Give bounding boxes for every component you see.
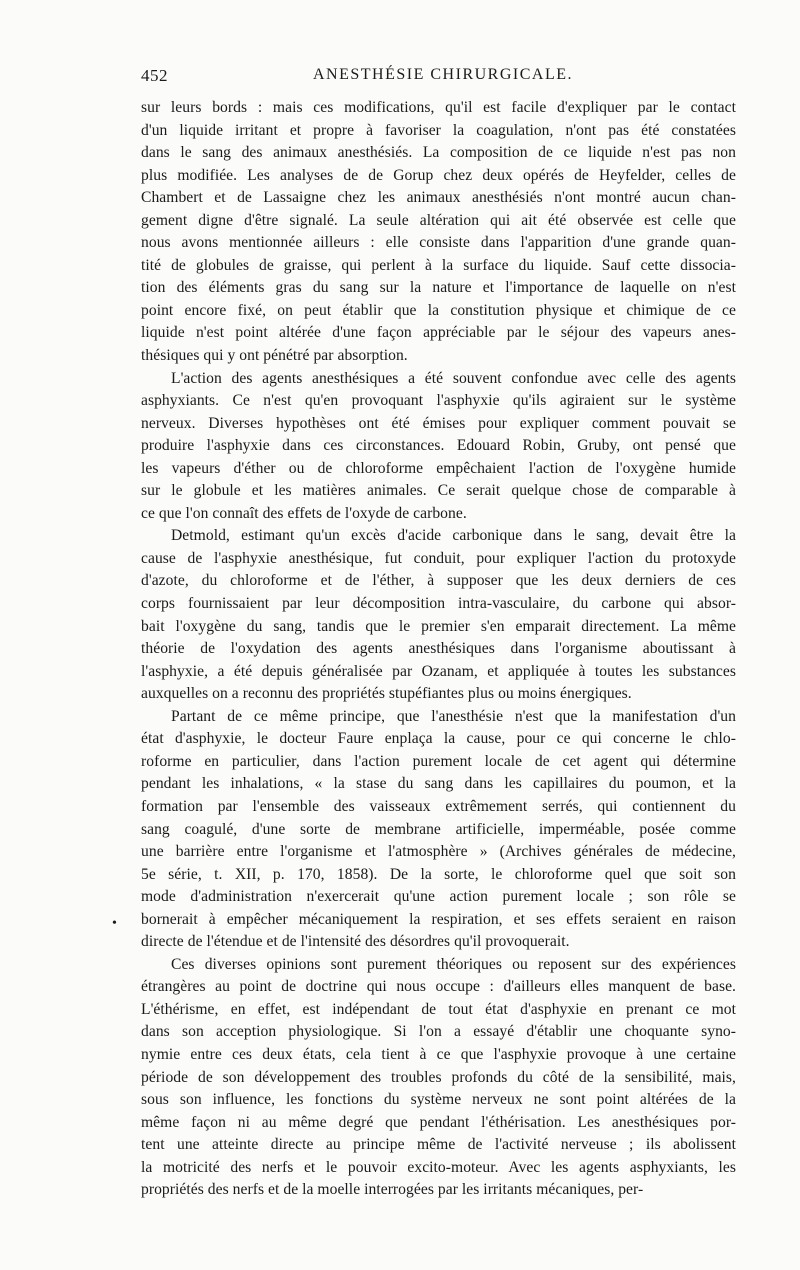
text-line: état d'asphyxie, le docteur Faure enplaça la cause, pour ce qui concerne le chlo- (141, 730, 736, 748)
paragraph (141, 368, 736, 526)
text-line: tent une atteinte directe au principe même de l'activité nerveuse ; ils abolissent (141, 1136, 736, 1154)
text-line: liquide n'est point altérée d'une façon appréciable par le séjour des vapeurs anes- (141, 324, 736, 342)
running-head: ANESTHÉSIE CHIRURGICALE. (313, 66, 573, 83)
paragraph (141, 706, 736, 954)
text-line: Detmold, estimant qu'un excès d'acide carbonique dans le sang, devait être la (171, 527, 736, 545)
paragraph (141, 525, 736, 705)
text-line: nous avons mentionnée ailleurs : elle consiste dans l'apparition d'une grande quan- (141, 234, 736, 252)
text-line: tité de globules de graisse, qui perlent à la surface du liquide. Sauf cette dissocia- (141, 256, 736, 274)
text-line: la motricité des nerfs et le pouvoir excito-moteur. Avec les agents asphyxiants, les (141, 1158, 736, 1176)
text-line: cause de l'asphyxie anesthésique, fut conduit, pour expliquer l'action du protoxyde (141, 549, 736, 567)
text-line: auxquelles on a reconnu des propriétés stupéfiantes plus ou moins énergiques. (141, 685, 632, 703)
paragraph (141, 954, 736, 1202)
text-line: point encore fixé, on peut établir que la constitution physique et chimique de ce (141, 301, 736, 319)
text-line: période de son développement des troubles profonds du côté de la sensibilité, mais, (141, 1068, 736, 1086)
text-line: L'action des agents anesthésiques a été souvent confondue avec celle des agents (171, 369, 736, 387)
text-line: ce que l'on connaît des effets de l'oxyde de carbone. (141, 504, 467, 522)
page-number: 452 (141, 66, 168, 85)
text-line: roforme en particulier, dans l'action purement locale de cet agent qui détermine (141, 752, 736, 770)
margin-mark: • (112, 916, 117, 931)
text-line: produire l'asphyxie dans ces circonstances. Edouard Robin, Gruby, ont pensé que (141, 437, 736, 455)
body-text (141, 97, 736, 1202)
text-line: propriétés des nerfs et de la moelle interrogées par les irritants mécaniques, per- (141, 1181, 644, 1199)
text-line: sur le globule et les matières animales. Ce serait quelque chose de comparable à (141, 482, 736, 500)
text-line: l'asphyxie, a été depuis généralisée par Ozanam, et appliquée à toutes les substances (141, 662, 736, 680)
text-line: une barrière entre l'organisme et l'atmosphère » (Archives générales de médecine, (141, 843, 736, 861)
text-line: tion des éléments gras du sang sur la nature et l'importance de laquelle on n'est (141, 279, 736, 297)
text-line: bait l'oxygène du sang, tandis que le premier s'en emparait directement. La même (141, 617, 736, 635)
text-line: d'azote, du chloroforme et de l'éther, à supposer que les deux derniers de ces (141, 572, 736, 590)
text-line: Partant de ce même principe, que l'anesthésie n'est que la manifestation d'un (171, 707, 736, 725)
text-line: Ces diverses opinions sont purement théoriques ou reposent sur des expériences (171, 955, 736, 973)
text-line: bornerait à empêcher mécaniquement la respiration, et ses effets seraient en raison (141, 910, 736, 928)
text-line: sur leurs bords : mais ces modifications, qu'il est facile d'expliquer par le contact (141, 99, 736, 116)
text-line: Chambert et de Lassaigne chez les animaux anesthésiés n'ont montré aucun chan- (141, 189, 736, 207)
text-line: les vapeurs d'éther ou de chloroforme empêchaient l'action de l'oxygène humide (141, 459, 736, 477)
text-line: d'un liquide irritant et propre à favoriser la coagulation, n'ont pas été constatées (141, 121, 736, 139)
text-line: nerveux. Diverses hypothèses ont été émises pour expliquer comment pouvait se (141, 414, 736, 432)
text-line: même façon ni au même degré que pendant l'éthérisation. Les anesthésiques por- (141, 1113, 736, 1131)
text-line: formation par l'ensemble des vaisseaux extrêmement serrés, qui contiennent du (141, 797, 736, 815)
text-line: thésiques qui y ont pénétré par absorption. (141, 347, 408, 365)
text-line: nymie entre ces deux états, cela tient à ce que l'asphyxie provoque à une certaine (141, 1045, 736, 1063)
text-line: sous son influence, les fonctions du système nerveux ne sont point altérées de la (141, 1091, 736, 1109)
text-line: corps fournissaient par leur décomposition intra-vasculaire, du carbone qui absor- (141, 595, 736, 613)
text-line: dans son acception physiologique. Si l'on a essayé d'établir une choquante syno- (141, 1023, 736, 1041)
text-line: dans le sang des animaux anesthésiés. La composition de ce liquide n'est pas non (141, 144, 736, 162)
text-line: gement digne d'être signalé. La seule altération qui ait été observée est celle que (141, 211, 736, 229)
text-line: sang coagulé, d'une sorte de membrane artificielle, imperméable, posée comme (141, 820, 736, 838)
text-line: L'éthérisme, en effet, est indépendant de tout état d'asphyxie en prenant ce mot (141, 1000, 736, 1018)
page-header (141, 66, 736, 92)
text-line: théorie de l'oxydation des agents anesthésiques dans l'organisme aboutissant à (141, 640, 736, 658)
text-line: asphyxiants. Ce n'est qu'en provoquant l'asphyxie qu'ils agiraient sur le système (141, 392, 736, 410)
text-line: 5e série, t. XII, p. 170, 1858). De la sorte, le chloroforme quel que soit son (141, 865, 736, 883)
text-line: plus modifiée. Les analyses de de Gorup chez deux opérés de Heyfelder, celles de (141, 166, 736, 184)
text-line: pendant les inhalations, « la stase du sang dans les capillaires du poumon, et la (141, 775, 736, 793)
paragraph (141, 97, 736, 368)
text-line: étrangères au point de doctrine qui nous occupe : d'ailleurs elles manquent de base. (141, 978, 736, 996)
text-line: directe de l'étendue et de l'intensité des désordres qu'il provoquerait. (141, 933, 570, 951)
text-line: mode d'administration n'exercerait qu'une action purement locale ; son rôle se (141, 888, 736, 906)
